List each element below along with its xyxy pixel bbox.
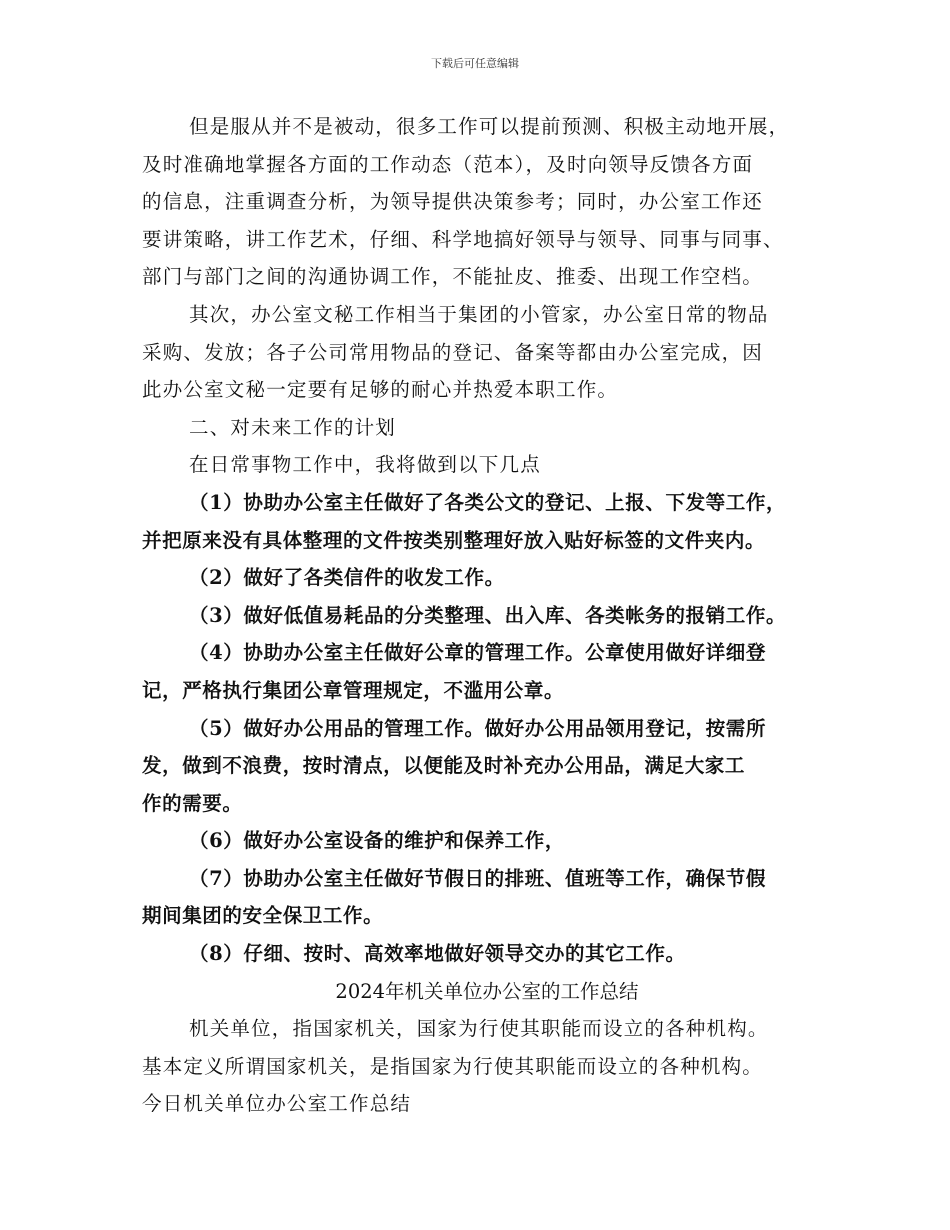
document-title: 2024年机关单位办公室的工作总结: [335, 979, 639, 1003]
paragraph-line: 此办公室文秘一定要有足够的耐心并热爱本职工作。: [142, 378, 619, 402]
paragraph-line: 基本定义所谓国家机关，是指国家为行使其职能而设立的各种机构。: [142, 1054, 764, 1078]
paragraph-line: 但是服从并不是被动，很多工作可以提前预测、积极主动地开展，: [189, 115, 790, 138]
list-item: （6）做好办公室设备的维护和保养工作，: [189, 829, 565, 853]
list-item-cont: 并把原来没有具体整理的文件按类别整理好放入贴好标签的文件夹内。: [142, 528, 766, 552]
list-item-cont: 作的需要。: [142, 791, 243, 815]
paragraph-line: 采购、发放；各子公司常用物品的登记、备案等都由办公室完成，因: [142, 340, 764, 364]
paragraph-line: 的信息，注重调查分析，为领导提供决策参考；同时，办公室工作还: [142, 190, 764, 214]
page-header: 下载后可任意编辑: [431, 57, 519, 70]
list-item-cont: 期间集团的安全保卫工作。: [142, 904, 384, 928]
paragraph-line: 其次，办公室文秘工作相当于集团的小管家，办公室日常的物品: [189, 302, 769, 326]
document-body: [142, 108, 832, 1123]
paragraph-line: 部门与部门之间的沟通协调工作，不能扯皮、推委、出现工作空档。: [142, 265, 764, 289]
paragraph-line: 今日机关单位办公室工作总结: [142, 1092, 412, 1116]
paragraph-line: 在日常事物工作中，我将做到以下几点: [189, 453, 541, 477]
list-item: （5）做好办公用品的管理工作。做好办公用品领用登记，按需所: [189, 716, 766, 740]
list-item-cont: 记，严格执行集团公章管理规定，不滥用公章。: [142, 678, 565, 702]
section-heading: 二、对未来工作的计划: [189, 415, 397, 439]
list-item: （3）做好低值易耗品的分类整理、出入库、各类帐务的报销工作。: [189, 603, 787, 627]
list-item-cont: 发，做到不浪费，按时清点，以便能及时补充办公用品，满足大家工: [142, 754, 746, 778]
paragraph-line: 及时准确地掌握各方面的工作动态（范本），及时向领导反馈各方面: [142, 152, 754, 176]
list-item: （7）协助办公室主任做好节假日的排班、值班等工作，确保节假: [189, 866, 766, 890]
list-item: （2）做好了各类信件的收发工作。: [189, 566, 505, 590]
list-item: （1）协助办公室主任做好了各类公文的登记、上报、下发等工作，: [189, 490, 787, 514]
paragraph-line: 机关单位，指国家机关，国家为行使其职能而设立的各种机构。: [189, 1017, 769, 1041]
paragraph-line: 要讲策略，讲工作艺术，仔细、科学地搞好领导与领导、同事与同事、: [142, 227, 784, 251]
list-item: （4）协助办公室主任做好公章的管理工作。公章使用做好详细登: [189, 641, 766, 665]
list-item: （8）仔细、按时、高效率地做好领导交办的其它工作。: [189, 942, 686, 966]
